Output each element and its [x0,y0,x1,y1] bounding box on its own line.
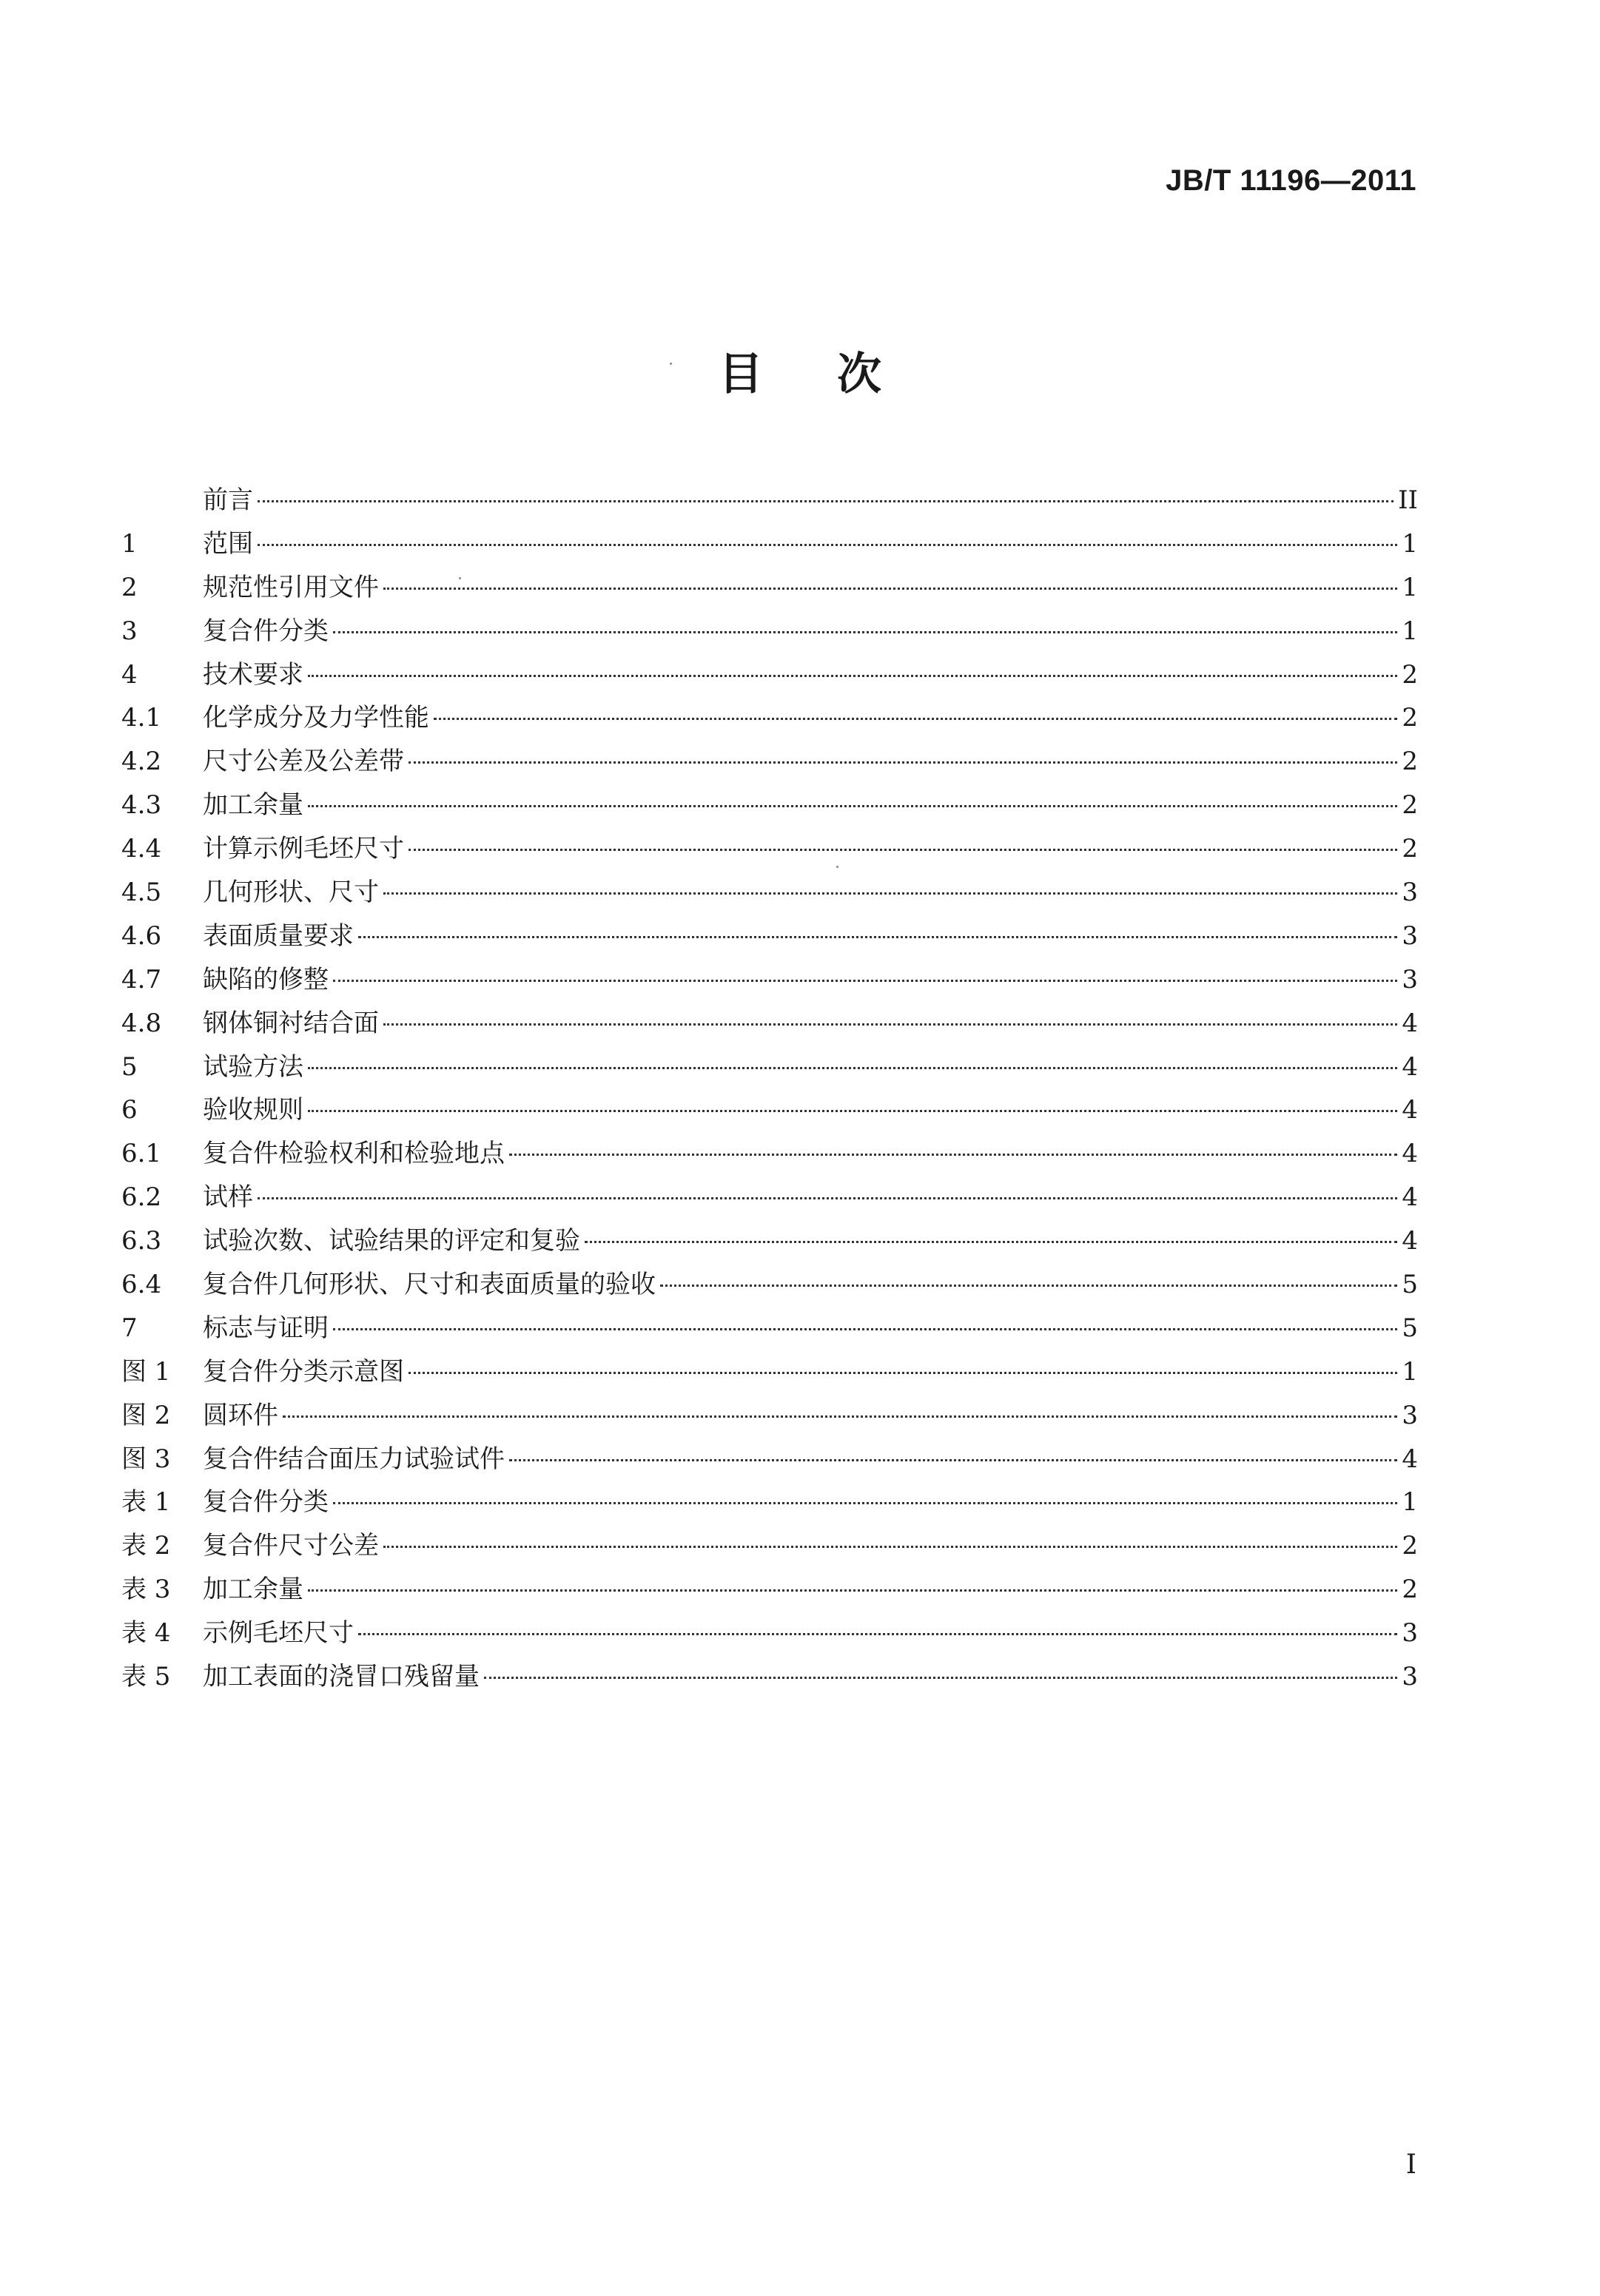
toc-entry-number: 4.1 [121,703,162,733]
toc-entry-number: 图 3 [121,1444,171,1474]
toc-entry-label: 加工余量 [203,1575,303,1605]
toc-dot-leader [660,1285,1397,1287]
toc-dot-leader [585,1241,1397,1243]
toc-entry-number: 6.2 [121,1182,162,1213]
toc-entry-page: 2 [1402,703,1418,733]
toc-entry-number: 4.6 [121,920,162,951]
toc-dot-leader [434,718,1397,720]
scan-speck [459,577,461,579]
toc-entry-page: 2 [1402,747,1418,777]
toc-dot-leader [333,631,1397,633]
toc-dot-leader [409,1372,1397,1374]
toc-entry[interactable] [121,828,1418,872]
toc-entry[interactable] [121,1264,1418,1307]
toc-entry-number: 4.8 [121,1008,162,1038]
toc-entry-label: 示例毛坯尺寸 [203,1618,354,1649]
toc-dot-leader [383,1546,1397,1548]
toc-entry[interactable] [121,1395,1418,1438]
toc-entry-label: 加工余量 [203,790,303,821]
toc-entry-page: 3 [1402,878,1418,908]
toc-entry-page: 3 [1402,964,1418,994]
toc-entry[interactable] [121,1133,1418,1176]
toc-entry[interactable] [121,1569,1418,1612]
toc-entry[interactable] [121,741,1418,784]
toc-entry-page: 5 [1402,1270,1418,1300]
toc-entry[interactable] [121,1612,1418,1656]
toc-entry-page: 4 [1402,1182,1418,1213]
toc-entry-label: 试验方法 [203,1051,303,1082]
toc-entry-label: 标志与证明 [203,1313,329,1343]
toc-dot-leader [258,500,1394,502]
toc-entry-number: 图 1 [121,1356,171,1387]
toc-dot-leader [509,1459,1397,1461]
toc-entry-label: 几何形状、尺寸 [203,878,379,908]
standard-code: JB/T 11196—2011 [1166,164,1416,197]
toc-entry-page: 4 [1402,1139,1418,1169]
toc-entry-page: 4 [1402,1051,1418,1082]
toc-entry[interactable] [121,610,1418,654]
toc-entry[interactable] [121,872,1418,915]
toc-entry[interactable] [121,523,1418,567]
toc-entry[interactable] [121,1438,1418,1482]
toc-dot-leader [333,1502,1397,1504]
toc-entry-page: 4 [1402,1008,1418,1038]
toc-entry-label: 尺寸公差及公差带 [203,747,404,777]
toc-entry-label: 复合件分类 [203,1487,329,1518]
toc-entry-label: 圆环件 [203,1400,278,1430]
toc-entry[interactable] [121,1481,1418,1525]
toc-entry-page: 4 [1402,1226,1418,1256]
toc-entry-number: 6.4 [121,1270,162,1300]
toc-entry-page: 2 [1402,790,1418,821]
toc-entry-number: 图 2 [121,1400,171,1430]
toc-entry-label: 复合件分类 [203,616,329,646]
page-number: I [1405,2149,1416,2180]
toc-entry-page: 3 [1402,1662,1418,1692]
toc-entry-number: 6.1 [121,1139,162,1169]
toc-dot-leader [383,1023,1397,1026]
toc-entry-page: 1 [1402,528,1418,559]
toc-entry-number: 1 [121,528,138,559]
toc-entry[interactable] [121,1089,1418,1133]
toc-dot-leader [258,1197,1397,1199]
toc-dot-leader [258,544,1397,546]
toc-entry-page: 2 [1402,1575,1418,1605]
toc-entry-number: 2 [121,572,138,602]
toc-entry[interactable] [121,1351,1418,1395]
toc-entry-label: 复合件分类示意图 [203,1356,404,1387]
toc-entry-number: 表 2 [121,1531,171,1561]
toc-entry[interactable] [121,479,1418,523]
toc-dot-leader [358,1633,1397,1635]
toc-entry-page: 4 [1402,1444,1418,1474]
toc-entry-number: 表 5 [121,1662,171,1692]
toc-entry-number: 4.2 [121,747,162,777]
toc-entry[interactable] [121,1003,1418,1046]
toc-entry-number: 表 1 [121,1487,171,1518]
toc-entry-page: 1 [1402,1356,1418,1387]
toc-dot-leader [308,1110,1397,1112]
toc-entry-page: 3 [1402,920,1418,951]
page-title: 目次 [719,349,955,400]
toc-entry[interactable] [121,697,1418,741]
toc-dot-leader [358,936,1397,938]
toc-entry-label: 复合件几何形状、尺寸和表面质量的验收 [203,1270,656,1300]
toc-entry-number: 4.4 [121,834,162,864]
toc-dot-leader [283,1415,1397,1418]
toc-dot-leader [333,1328,1397,1330]
toc-entry-label: 复合件尺寸公差 [203,1531,379,1561]
toc-entry[interactable] [121,1220,1418,1264]
toc-entry-label: 计算示例毛坯尺寸 [203,834,404,864]
toc-entry-page: 3 [1402,1618,1418,1649]
toc-entry-label: 表面质量要求 [203,920,354,951]
toc-entry-number: 表 3 [121,1575,171,1605]
toc-entry[interactable] [121,959,1418,1003]
toc-entry-page: 1 [1402,572,1418,602]
toc-entry-label: 试验次数、试验结果的评定和复验 [203,1226,580,1256]
toc-entry-number: 6 [121,1095,138,1125]
toc-entry-number: 4 [121,659,138,690]
scan-speck [981,1502,983,1504]
scan-speck [836,866,838,868]
toc-entry[interactable] [121,1046,1418,1090]
toc-entry-page: 2 [1402,1531,1418,1561]
toc-dot-leader [383,588,1397,590]
toc-entry-page: II [1398,485,1418,515]
toc-entry-label: 验收规则 [203,1095,303,1125]
toc-entry[interactable] [121,915,1418,959]
toc-entry-number: 4.3 [121,790,162,821]
toc-entry-label: 技术要求 [203,659,303,690]
toc-entry-label: 复合件结合面压力试验试件 [203,1444,505,1474]
toc-entry-number: 4.7 [121,964,162,994]
toc-entry-page: 2 [1402,659,1418,690]
toc-entry-page: 1 [1402,616,1418,646]
toc-entry-number: 4.5 [121,878,162,908]
toc-entry-page: 2 [1402,834,1418,864]
toc-entry-number: 5 [121,1051,138,1082]
toc-dot-leader [409,849,1397,851]
toc-dot-leader [383,892,1397,895]
toc-dot-leader [484,1677,1397,1679]
toc-entry[interactable] [121,1656,1418,1700]
table-of-contents [121,479,1418,1700]
toc-entry-label: 试样 [203,1182,253,1213]
toc-dot-leader [308,675,1397,677]
toc-entry-number: 3 [121,616,138,646]
toc-entry[interactable] [121,567,1418,610]
toc-entry-page: 4 [1402,1095,1418,1125]
toc-entry-number: 表 4 [121,1618,171,1649]
toc-entry[interactable] [121,1307,1418,1351]
toc-dot-leader [509,1154,1397,1156]
toc-entry-label: 范围 [203,528,253,559]
toc-entry-label: 规范性引用文件 [203,572,379,602]
toc-entry-number: 7 [121,1313,138,1343]
toc-entry[interactable] [121,784,1418,828]
toc-dot-leader [333,980,1397,982]
toc-entry[interactable] [121,654,1418,698]
scan-speck [670,363,672,365]
toc-entry-label: 前言 [203,485,253,515]
toc-dot-leader [308,1589,1397,1592]
toc-entry-label: 钢体铜衬结合面 [203,1008,379,1038]
toc-dot-leader [308,805,1397,807]
toc-entry[interactable] [121,1176,1418,1220]
toc-entry-number: 6.3 [121,1226,162,1256]
toc-dot-leader [308,1067,1397,1069]
toc-entry-label: 加工表面的浇冒口残留量 [203,1662,480,1692]
toc-entry-page: 1 [1402,1487,1418,1518]
toc-entry-label: 复合件检验权利和检验地点 [203,1139,505,1169]
toc-entry-page: 5 [1402,1313,1418,1343]
toc-entry-label: 化学成分及力学性能 [203,703,429,733]
toc-entry[interactable] [121,1525,1418,1569]
toc-entry-label: 缺陷的修整 [203,964,329,994]
toc-entry-page: 3 [1402,1400,1418,1430]
toc-dot-leader [409,761,1397,764]
